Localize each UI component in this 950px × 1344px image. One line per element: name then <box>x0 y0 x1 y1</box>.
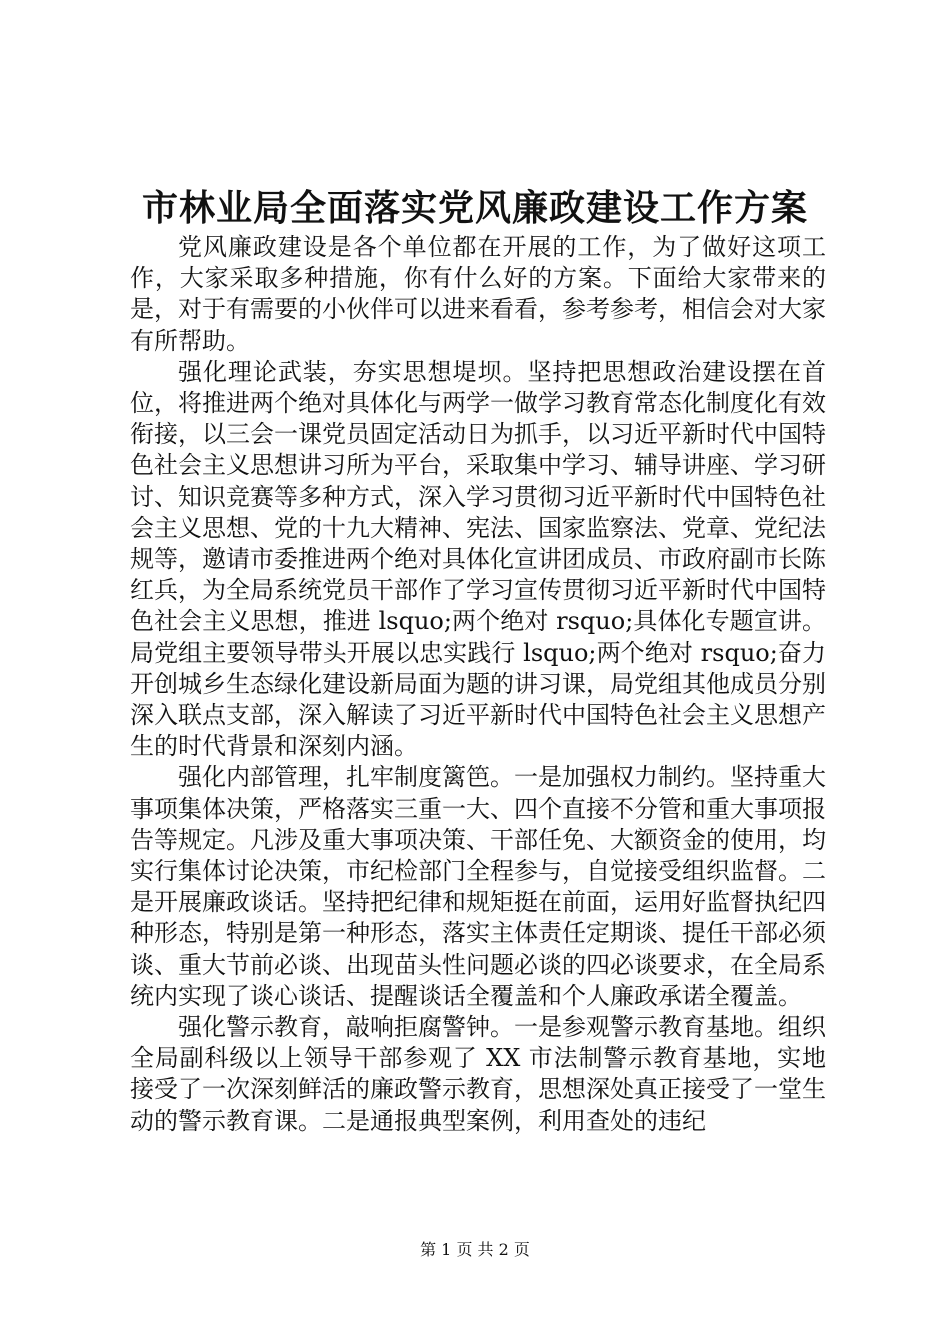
document-body <box>130 232 826 1137</box>
document-title: 市林业局全面落实党风廉政建设工作方案 <box>141 187 808 229</box>
paragraph-warning: 强化警示教育，敲响拒腐警钟。一是参观警示教育基地。组织全局副科级以上领导干部参观了 XX 市法制警示教育基地，实地接受了一次深刻鲜活的廉政警示教育，思想深处真正接受了一堂生动的警示教育课。二是通报典型案例，利用查处的违纪 <box>130 1013 826 1135</box>
paragraph-theory: 强化理论武装，夯实思想堤坝。坚持把思想政治建设摆在首位，将推进两个绝对具体化与两学一做学习教育常态化制度化有效衔接，以三会一课党员固定活动日为抓手，以习近平新时代中国特色社会主义思想讲习所为平台，采取集中学习、辅导讲座、学习研讨、知识竞赛等多种方式，深入学习贯彻习近平新时代中国特色社会主义思想、党的十九大精神、宪法、国家监察法、党章、党纪法规等，邀请市委推进两个绝对具体化宣讲团成员、市政府副市长陈红兵，为全局系统党员干部作了学习宣传贯彻习近平新时代中国特色社会主义思想，推进 lsquo;两个绝对 rsquo;具体化专题宣讲。局党组主要领导带头开展以忠实践行 lsquo;两个绝对 rsquo;奋力开创城乡生态绿化建设新局面为题的讲习课，局党组其他成员分别深入联点支部，深入解读了习近平新时代中国特色社会主义思想产生的时代背景和深刻内涵。 <box>130 357 826 761</box>
paragraph-intro: 党风廉政建设是各个单位都在开展的工作，为了做好这项工作，大家采取多种措施，你有什么好的方案。下面给大家带来的是，对于有需要的小伙伴可以进来看看，参考参考，相信会对大家有所帮助。 <box>130 233 826 355</box>
paragraph-management: 强化内部管理，扎牢制度篱笆。一是加强权力制约。坚持重大事项集体决策，严格落实三重一大、四个直接不分管和重大事项报告等规定。凡涉及重大事项决策、干部任免、大额资金的使用，均实行集体讨论决策，市纪检部门全程参与，自觉接受组织监督。二是开展廉政谈话。坚持把纪律和规矩挺在前面，运用好监督执纪四种形态，特别是第一种形态，落实主体责任定期谈、提任干部必须谈、重大节前必谈、出现苗头性问题必谈的四必谈要求，在全局系统内实现了谈心谈话、提醒谈话全覆盖和个人廉政承诺全覆盖。 <box>130 763 826 1010</box>
page-number-footer: 第 1 页 共 2 页 <box>420 1240 530 1259</box>
